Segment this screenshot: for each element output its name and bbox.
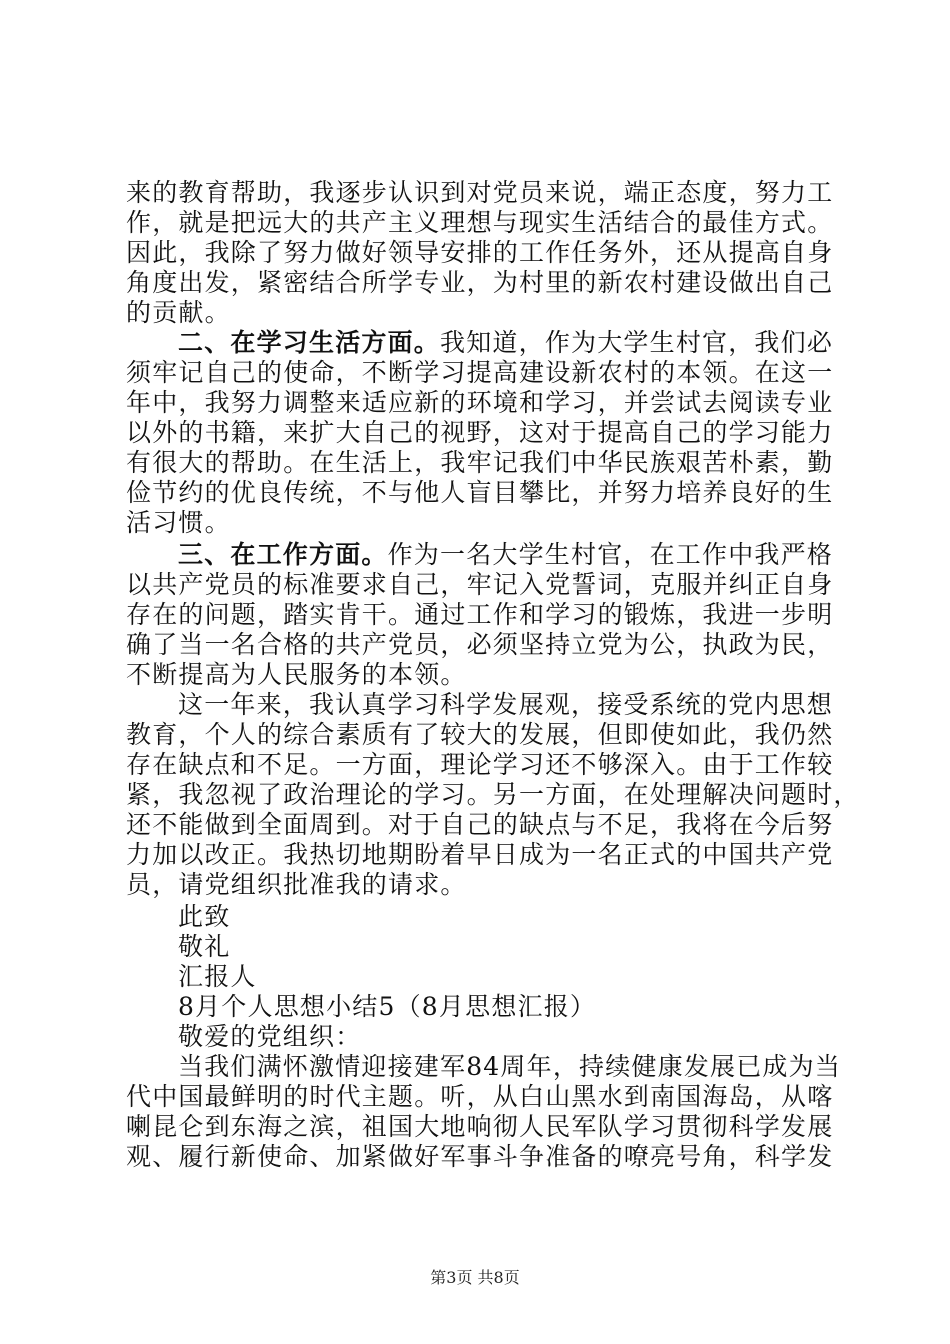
text-line: 因此，我除了努力做好领导安排的工作任务外，还从提高自身 <box>126 238 834 267</box>
closing-salutation: 此致 <box>178 902 231 931</box>
text-line: 力加以改正。我热切地期盼着早日成为一名正式的中国共产党 <box>126 840 834 869</box>
text-line: 以共产党员的标准要求自己，牢记入党誓词，克服并纠正自身 <box>126 570 834 599</box>
text-line: 年中，我努力调整来适应新的环境和学习，并尝试去阅读专业 <box>126 388 834 417</box>
text-line: 不断提高为人民服务的本领。 <box>126 660 467 689</box>
text-line: 教育，个人的综合素质有了较大的发展，但即使如此，我仍然 <box>126 720 834 749</box>
text-line: 存在的问题，踏实肯干。通过工作和学习的锻炼，我进一步明 <box>126 600 834 629</box>
section-heading: 三、在工作方面。 <box>178 540 388 569</box>
text-line: 代中国最鲜明的时代主题。听，从白山黑水到南国海岛，从喀 <box>126 1082 834 1111</box>
text-line: 确了当一名合格的共产党员，必须坚持立党为公，执政为民， <box>126 630 834 659</box>
text-line: 俭节约的优良传统，不与他人盲目攀比，并努力培养良好的生 <box>126 478 834 507</box>
text-line: 活习惯。 <box>126 508 231 537</box>
text-line: 当我们满怀激情迎接建军84周年，持续健康发展已成为当 <box>178 1052 842 1081</box>
signature-label: 汇报人 <box>178 962 257 991</box>
section-title: 8月个人思想小结5（8月思想汇报） <box>178 992 597 1021</box>
text-line: 有很大的帮助。在生活上，我牢记我们中华民族艰苦朴素，勤 <box>126 448 834 477</box>
text-line: 存在缺点和不足。一方面，理论学习还不够深入。由于工作较 <box>126 750 834 779</box>
text-line: 以外的书籍，来扩大自己的视野，这对于提高自己的学习能力 <box>126 418 834 447</box>
section-heading-line: 二、在学习生活方面。我知道，作为大学生村官，我们必 <box>178 328 834 357</box>
closing-regards: 敬礼 <box>178 932 231 961</box>
text-line: 角度出发，紧密结合所学专业，为村里的新农村建设做出自己 <box>126 268 834 297</box>
text-line: 喇昆仑到东海之滨，祖国大地响彻人民军队学习贯彻科学发展 <box>126 1112 834 1141</box>
text-line: 还不能做到全面周到。对于自己的缺点与不足，我将在今后努 <box>126 810 834 839</box>
section-heading: 二、在学习生活方面。 <box>178 328 441 357</box>
text-line: 这一年来，我认真学习科学发展观，接受系统的党内思想 <box>178 690 834 719</box>
text-line: 员，请党组织批准我的请求。 <box>126 870 467 899</box>
text-line: 紧，我忽视了政治理论的学习。另一方面，在处理解决问题时， <box>126 780 860 809</box>
text-line: 观、履行新使命、加紧做好军事斗争准备的嘹亮号角，科学发 <box>126 1142 834 1171</box>
text-line: 的贡献。 <box>126 298 231 327</box>
text-line: 作，就是把远大的共产主义理想与现实生活结合的最佳方式。 <box>126 208 834 237</box>
section-heading-line: 三、在工作方面。作为一名大学生村官，在工作中我严格 <box>178 540 834 569</box>
text-line: 来的教育帮助，我逐步认识到对党员来说，端正态度，努力工 <box>126 178 834 207</box>
page-number-footer: 第3页 共8页 <box>430 1268 520 1287</box>
text-line: 须牢记自己的使命，不断学习提高建设新农村的本领。在这一 <box>126 358 834 387</box>
letter-greeting: 敬爱的党组织： <box>178 1022 362 1051</box>
